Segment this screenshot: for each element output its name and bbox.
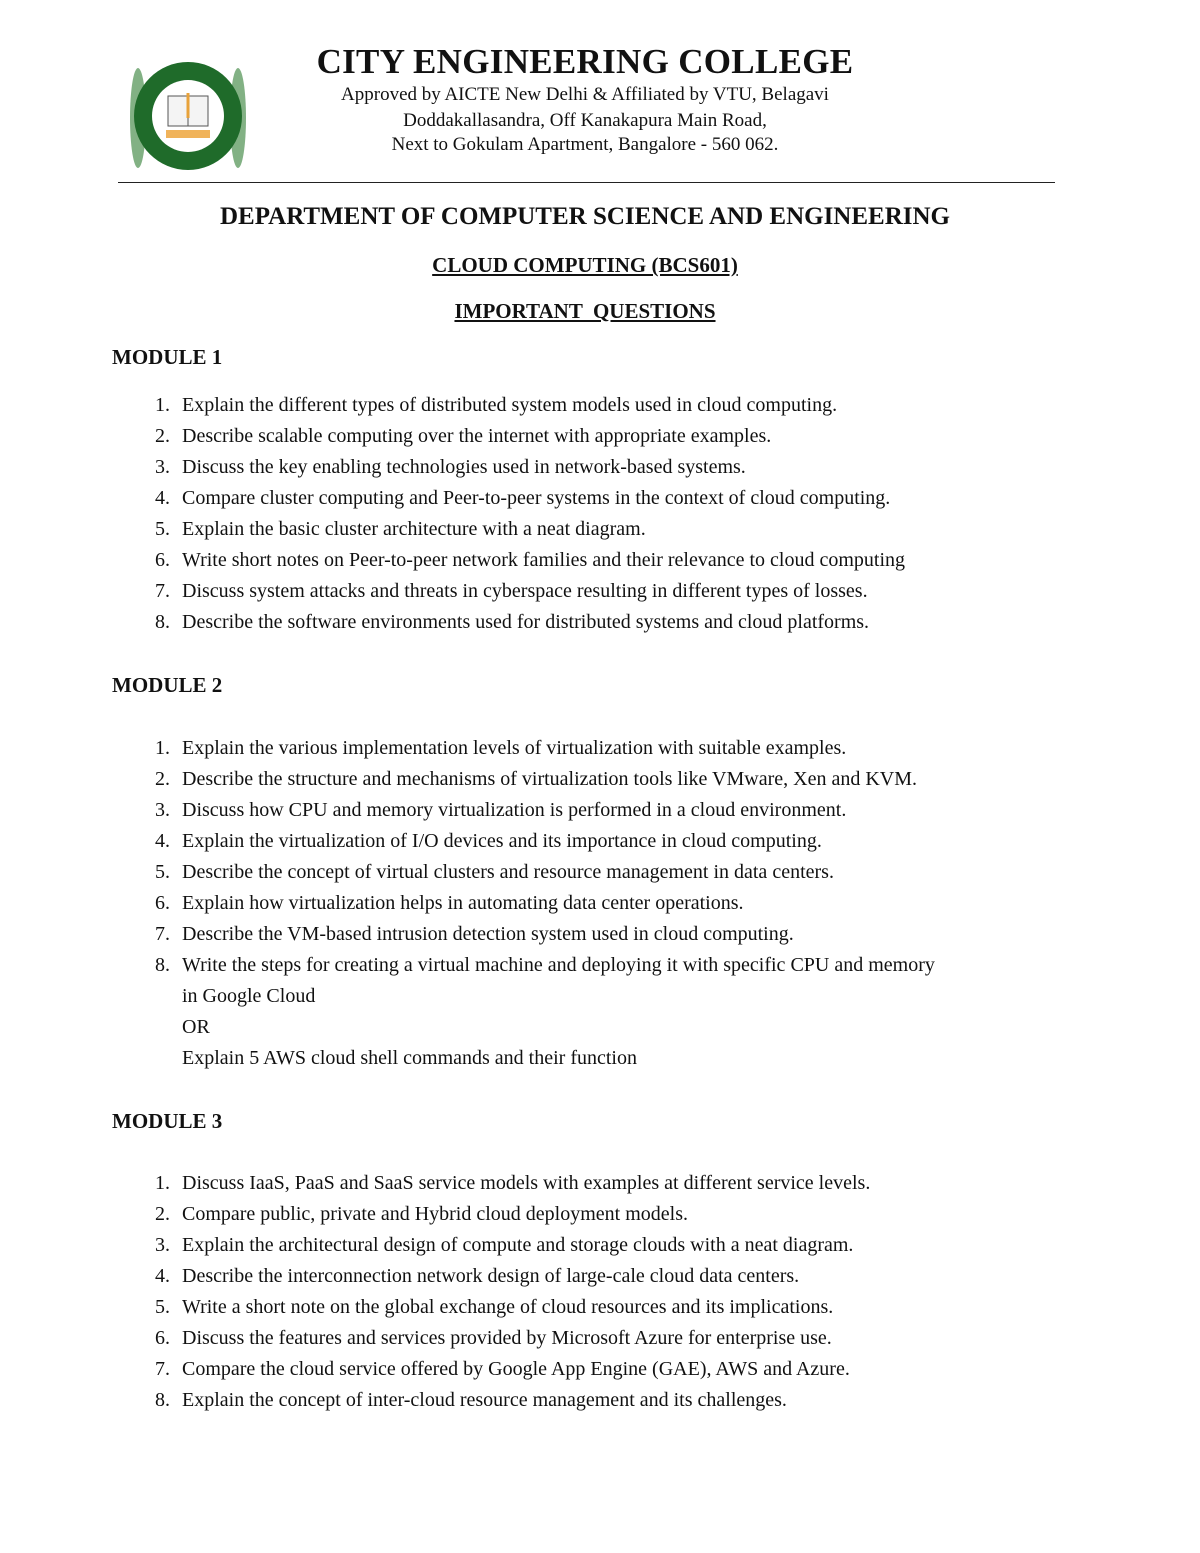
question-number: 1.: [155, 1172, 170, 1194]
question-text: Describe the interconnection network design of large-cale cloud data centers.: [182, 1265, 800, 1287]
question-number: 7.: [155, 580, 170, 602]
question-text: Write short notes on Peer-to-peer network families and their relevance to cloud computing: [182, 549, 905, 571]
module-heading: MODULE 1: [112, 345, 223, 369]
question-text: Compare cluster computing and Peer-to-peer systems in the context of cloud computing.: [182, 487, 891, 509]
question-text: Discuss how CPU and memory virtualization is performed in a cloud environment.: [182, 799, 847, 821]
question-text: Write the steps for creating a virtual machine and deploying it with specific CPU and memory: [182, 954, 935, 976]
question-text: Discuss IaaS, PaaS and SaaS service models with examples at different service levels.: [182, 1172, 871, 1194]
question-item: [130, 1292, 1090, 1323]
question-item: [130, 483, 1090, 514]
question-number: 2.: [155, 768, 170, 790]
question-text: Compare the cloud service offered by Google App Engine (GAE), AWS and Azure.: [182, 1358, 850, 1380]
question-item: [130, 452, 1090, 483]
question-number: 2.: [155, 1203, 170, 1225]
question-number: 2.: [155, 425, 170, 447]
question-text: Compare public, private and Hybrid cloud deployment models.: [182, 1203, 688, 1225]
question-number: 3.: [155, 456, 170, 478]
question-number: 8.: [155, 611, 170, 633]
question-number: 6.: [155, 892, 170, 914]
question-text: Describe the concept of virtual clusters and resource management in data centers.: [182, 861, 834, 883]
module-heading: MODULE 2: [112, 673, 223, 697]
question-text: Explain the concept of inter-cloud resource management and its challenges.: [182, 1389, 787, 1411]
question-number: 3.: [155, 799, 170, 821]
question-text: Explain how virtualization helps in automating data center operations.: [182, 892, 744, 914]
college-logo: [118, 48, 258, 188]
question-item: [130, 545, 1090, 576]
question-number: 5.: [155, 1296, 170, 1318]
question-item: [130, 919, 1090, 950]
question-number: 8.: [155, 954, 170, 976]
question-item: [130, 1168, 1090, 1199]
question-text: Explain the virtualization of I/O devices and its importance in cloud computing.: [182, 830, 822, 852]
question-text: Explain the different types of distributed system models used in cloud computing.: [182, 394, 838, 416]
header-divider: [118, 182, 1055, 183]
question-item: [130, 826, 1090, 857]
question-number: 5.: [155, 861, 170, 883]
question-item: [130, 733, 1090, 764]
question-number: 4.: [155, 487, 170, 509]
question-text: Write a short note on the global exchange of cloud resources and its implications.: [182, 1296, 834, 1318]
question-text: Describe the software environments used for distributed systems and cloud platforms.: [182, 611, 870, 633]
question-number: 6.: [155, 1327, 170, 1349]
question-number: 6.: [155, 549, 170, 571]
question-text: Explain the architectural design of compute and storage clouds with a neat diagram.: [182, 1234, 854, 1256]
question-number: 8.: [155, 1389, 170, 1411]
question-text: OR: [182, 1016, 210, 1038]
question-item: [130, 1385, 1090, 1416]
question-text: Explain the various implementation levels of virtualization with suitable examples.: [182, 737, 847, 759]
course-title: CLOUD COMPUTING (BCS601): [432, 253, 738, 277]
question-number: 1.: [155, 394, 170, 416]
approval-text: Approved by AICTE New Delhi & Affiliated by VTU, Belagavi: [341, 84, 829, 105]
question-text: Explain 5 AWS cloud shell commands and their function: [182, 1047, 637, 1069]
question-number: 4.: [155, 830, 170, 852]
document-subtitle: IMPORTANT QUESTIONS: [454, 299, 716, 323]
question-text: Explain the basic cluster architecture with a neat diagram.: [182, 518, 646, 540]
question-number: 4.: [155, 1265, 170, 1287]
college-name: CITY ENGINEERING COLLEGE: [316, 42, 854, 81]
question-item: [130, 390, 1090, 421]
question-item: [130, 795, 1090, 826]
question-item: [130, 514, 1090, 545]
question-text: Discuss system attacks and threats in cyberspace resulting in different types of losses.: [182, 580, 868, 602]
question-number: 1.: [155, 737, 170, 759]
question-number: 5.: [155, 518, 170, 540]
address-line-1: Doddakallasandra, Off Kanakapura Main Road,: [403, 110, 767, 131]
module-heading: MODULE 3: [112, 1109, 223, 1133]
question-number: 7.: [155, 1358, 170, 1380]
question-item: [130, 764, 1090, 795]
question-text: Discuss the key enabling technologies used in network-based systems.: [182, 456, 746, 478]
question-text: Describe the VM-based intrusion detection system used in cloud computing.: [182, 923, 794, 945]
question-item: [130, 1230, 1090, 1261]
question-item: [130, 888, 1090, 919]
question-text: in Google Cloud: [182, 985, 316, 1007]
question-item: [130, 1261, 1090, 1292]
department-heading: DEPARTMENT OF COMPUTER SCIENCE AND ENGINEERING: [220, 203, 950, 230]
question-item: [130, 950, 1090, 1069]
question-text: Describe the structure and mechanisms of virtualization tools like VMware, Xen and KVM.: [182, 768, 917, 790]
question-item: [130, 1323, 1090, 1354]
question-text: Describe scalable computing over the internet with appropriate examples.: [182, 425, 772, 447]
question-number: 7.: [155, 923, 170, 945]
question-item: [130, 857, 1090, 888]
question-item: [130, 1199, 1090, 1230]
address-line-2: Next to Gokulam Apartment, Bangalore - 560 062.: [391, 134, 779, 155]
question-text: Discuss the features and services provided by Microsoft Azure for enterprise use.: [182, 1327, 832, 1349]
question-item: [130, 421, 1090, 452]
question-item: [130, 1354, 1090, 1385]
question-item: [130, 607, 1090, 638]
question-item: [130, 576, 1090, 607]
question-number: 3.: [155, 1234, 170, 1256]
